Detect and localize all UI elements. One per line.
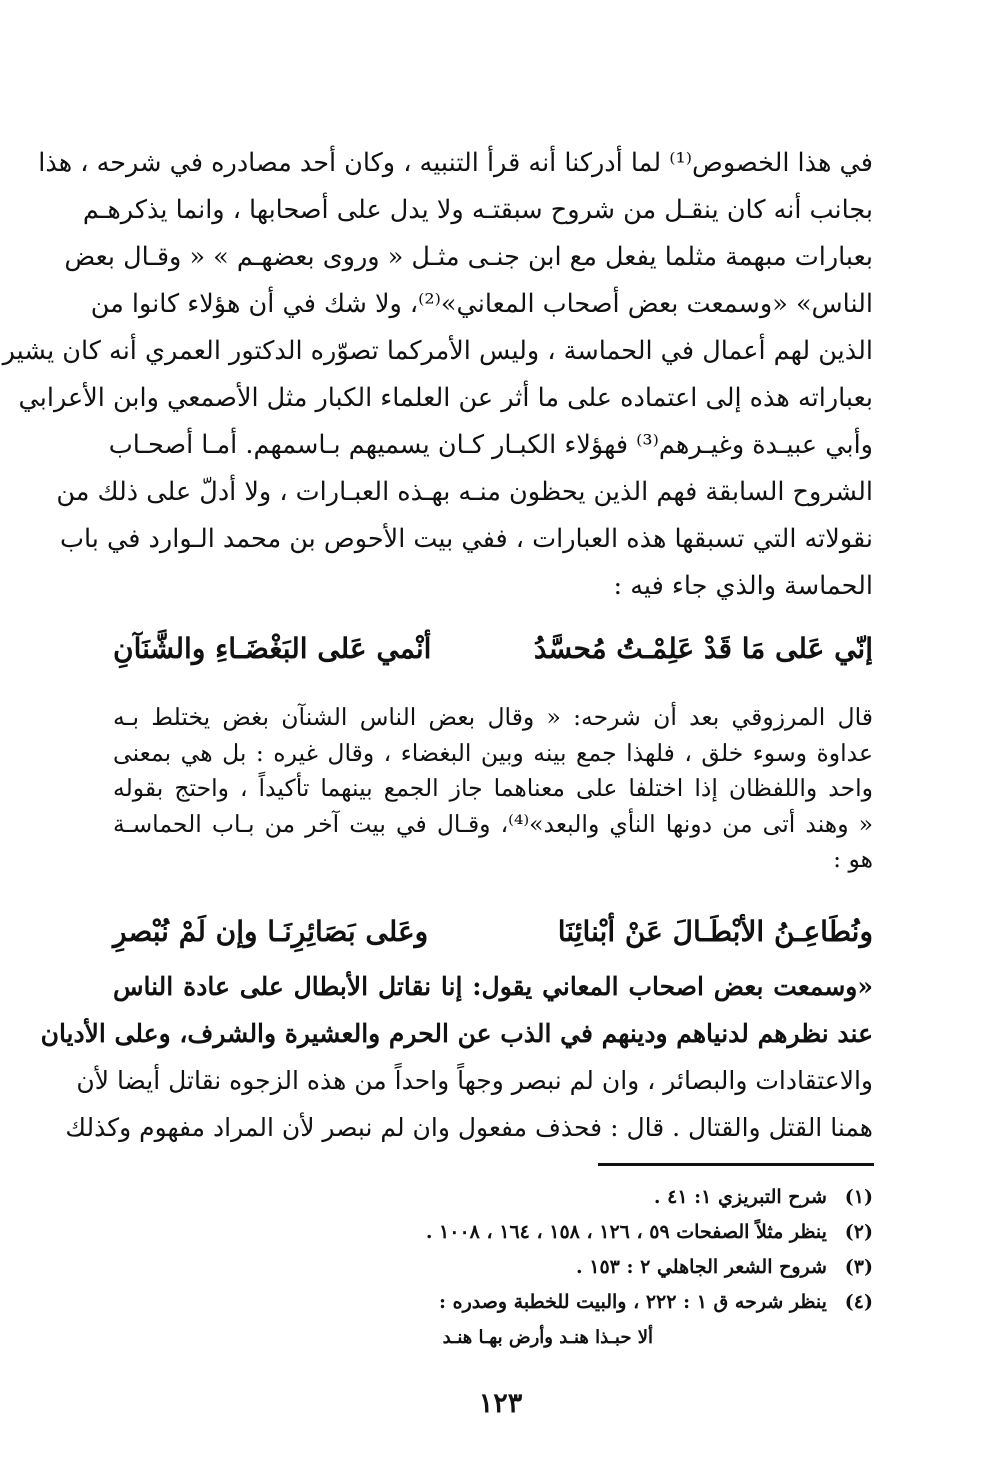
- footnote-text: ينظر مثلاً الصفحات ٥٩ ، ١٢٦ ، ١٥٨ ، ١٦٤ ، ١٠٠٨ .: [425, 1221, 827, 1243]
- text-line: الذين لهم أعمال في الحماسة ، وليس الأمركما تصوّره الدكتور العمري أنه كان يشير: [2, 336, 873, 366]
- text-line: بجانب أنه كان ينقـل من شروح سبقتـه ولا يدل على أصحابها ، وانما يذكرهـم: [82, 195, 873, 225]
- text-line: وأبي عبيـدة وغيـرهم⁽³⁾ فهؤلاء الكبـار كـان يسميهم بـاسمهم. أمـا أصحـاب: [108, 430, 873, 460]
- footnote-text: ينظر شرحه ق ١ : ٢٢٢ ، والبيت للخطبة وصدره :: [438, 1291, 827, 1313]
- verse-second-hemistich: أنْمي عَلى البَغْضَـاءِ والشَّنَآنِ: [113, 632, 432, 665]
- text-line: « وهند أتى من دونها النأي والبعد»⁽⁴⁾، وقـال في بيت آخر من بـاب الحماسـة: [113, 809, 873, 838]
- text-line: في هذا الخصوص⁽¹⁾ لما أدركنا أنه قرأ التنبيه ، وكان أحد مصادره في شرحه ، هذا: [38, 148, 873, 178]
- paragraph-quotation: [40, 963, 873, 1151]
- verse-first-hemistich: إنّي عَلى مَا قَدْ عَلِمْـتُ مُحسَّدُ: [533, 632, 873, 665]
- paragraph-intro: [2, 140, 873, 610]
- text-line: الحماسة والذي جاء فيه :: [613, 571, 873, 601]
- footnote: [113, 1215, 873, 1250]
- poem-verse: [113, 632, 873, 665]
- text-line: واحد واللفظان إذا اختلفا على معناهما جاز الجمع بينهما تأكيداً ، واحتج بقوله: [113, 774, 873, 802]
- footnote-verse: ألا حبـذا هنـد وأرض بهـا هنـد: [442, 1327, 653, 1348]
- footnote-text: شرح التبريزي ١: ٤١ .: [653, 1186, 827, 1208]
- verse-first-hemistich: ونُطَاعِـنُ الأبْطَـالَ عَنْ أبْنائِنَا: [557, 915, 873, 948]
- footnote-number: (٢): [844, 1221, 873, 1243]
- footnote-text: شروح الشعر الجاهلي ٢ : ١٥٣ .: [576, 1256, 827, 1278]
- verse-second-hemistich: وعَلى بَصَائِرِنَـا وإن لَمْ نُبْصرِ: [113, 915, 429, 948]
- text-line: قال المرزوقي بعد أن شرحه: « وقال بعض الناس الشنآن بغض يختلط بـه: [113, 703, 873, 731]
- text-line: الشروح السابقة فهم الذين يحظون منـه بهـذه العبـارات ، ولا أدلّ على ذلك من: [56, 477, 873, 507]
- text-line: هو :: [833, 845, 873, 873]
- text-line: همنا القتل والقتال . قال : فحذف مفعول وان لم نبصر لأن المراد مفهوم وكذلك: [65, 1113, 873, 1142]
- page-number: ١٢٣: [478, 1388, 523, 1419]
- paragraph-marzouqi: [113, 700, 873, 878]
- footnote-number: (٤): [844, 1291, 873, 1313]
- footnotes: [113, 1180, 873, 1355]
- footnote-divider: [598, 1163, 874, 1166]
- footnote-number: (١): [844, 1186, 873, 1208]
- footnote: [113, 1285, 873, 1320]
- text-line: الناس» «وسمعت بعض أصحاب المعاني»⁽²⁾، ولا شك في أن هؤلاء كانوا من: [90, 289, 873, 319]
- text-line: بعباراته هذه إلى اعتماده على ما أثر عن العلماء الكبار مثل الأصمعي وابن الأعرابي: [18, 383, 873, 413]
- text-line: والاعتقادات والبصائر ، وان لم نبصر وجهاً واحداً من هذه الزجوه نقاتل أيضا لأن: [76, 1066, 873, 1095]
- footnote-number: (٣): [844, 1256, 873, 1278]
- text-line-bold: «وسمعت بعض اصحاب المعاني يقول: إنا نقاتل الأبطال على عادة الناس: [113, 972, 873, 1001]
- footnote: [113, 1180, 873, 1215]
- text-line: عداوة وسوء خلق ، فلهذا جمع بينه وبين البغضاء ، وقال غيره : بل هي بمعنى: [113, 738, 873, 767]
- footnote: [113, 1250, 873, 1285]
- text-line: نقولاته التي تسبقها هذه العبارات ، ففي بيت الأحوص بن محمد الـوارد في باب: [60, 524, 873, 554]
- poem-verse: [113, 915, 873, 948]
- text-line: بعبارات مبهمة مثلما يفعل مع ابن جنـى مثـل « وروى بعضهـم » « وقـال بعض: [64, 242, 873, 272]
- text-line-bold: عند نظرهم لدنياهم ودينهم في الذب عن الحرم والعشيرة والشرف، وعلى الأديان: [40, 1019, 873, 1048]
